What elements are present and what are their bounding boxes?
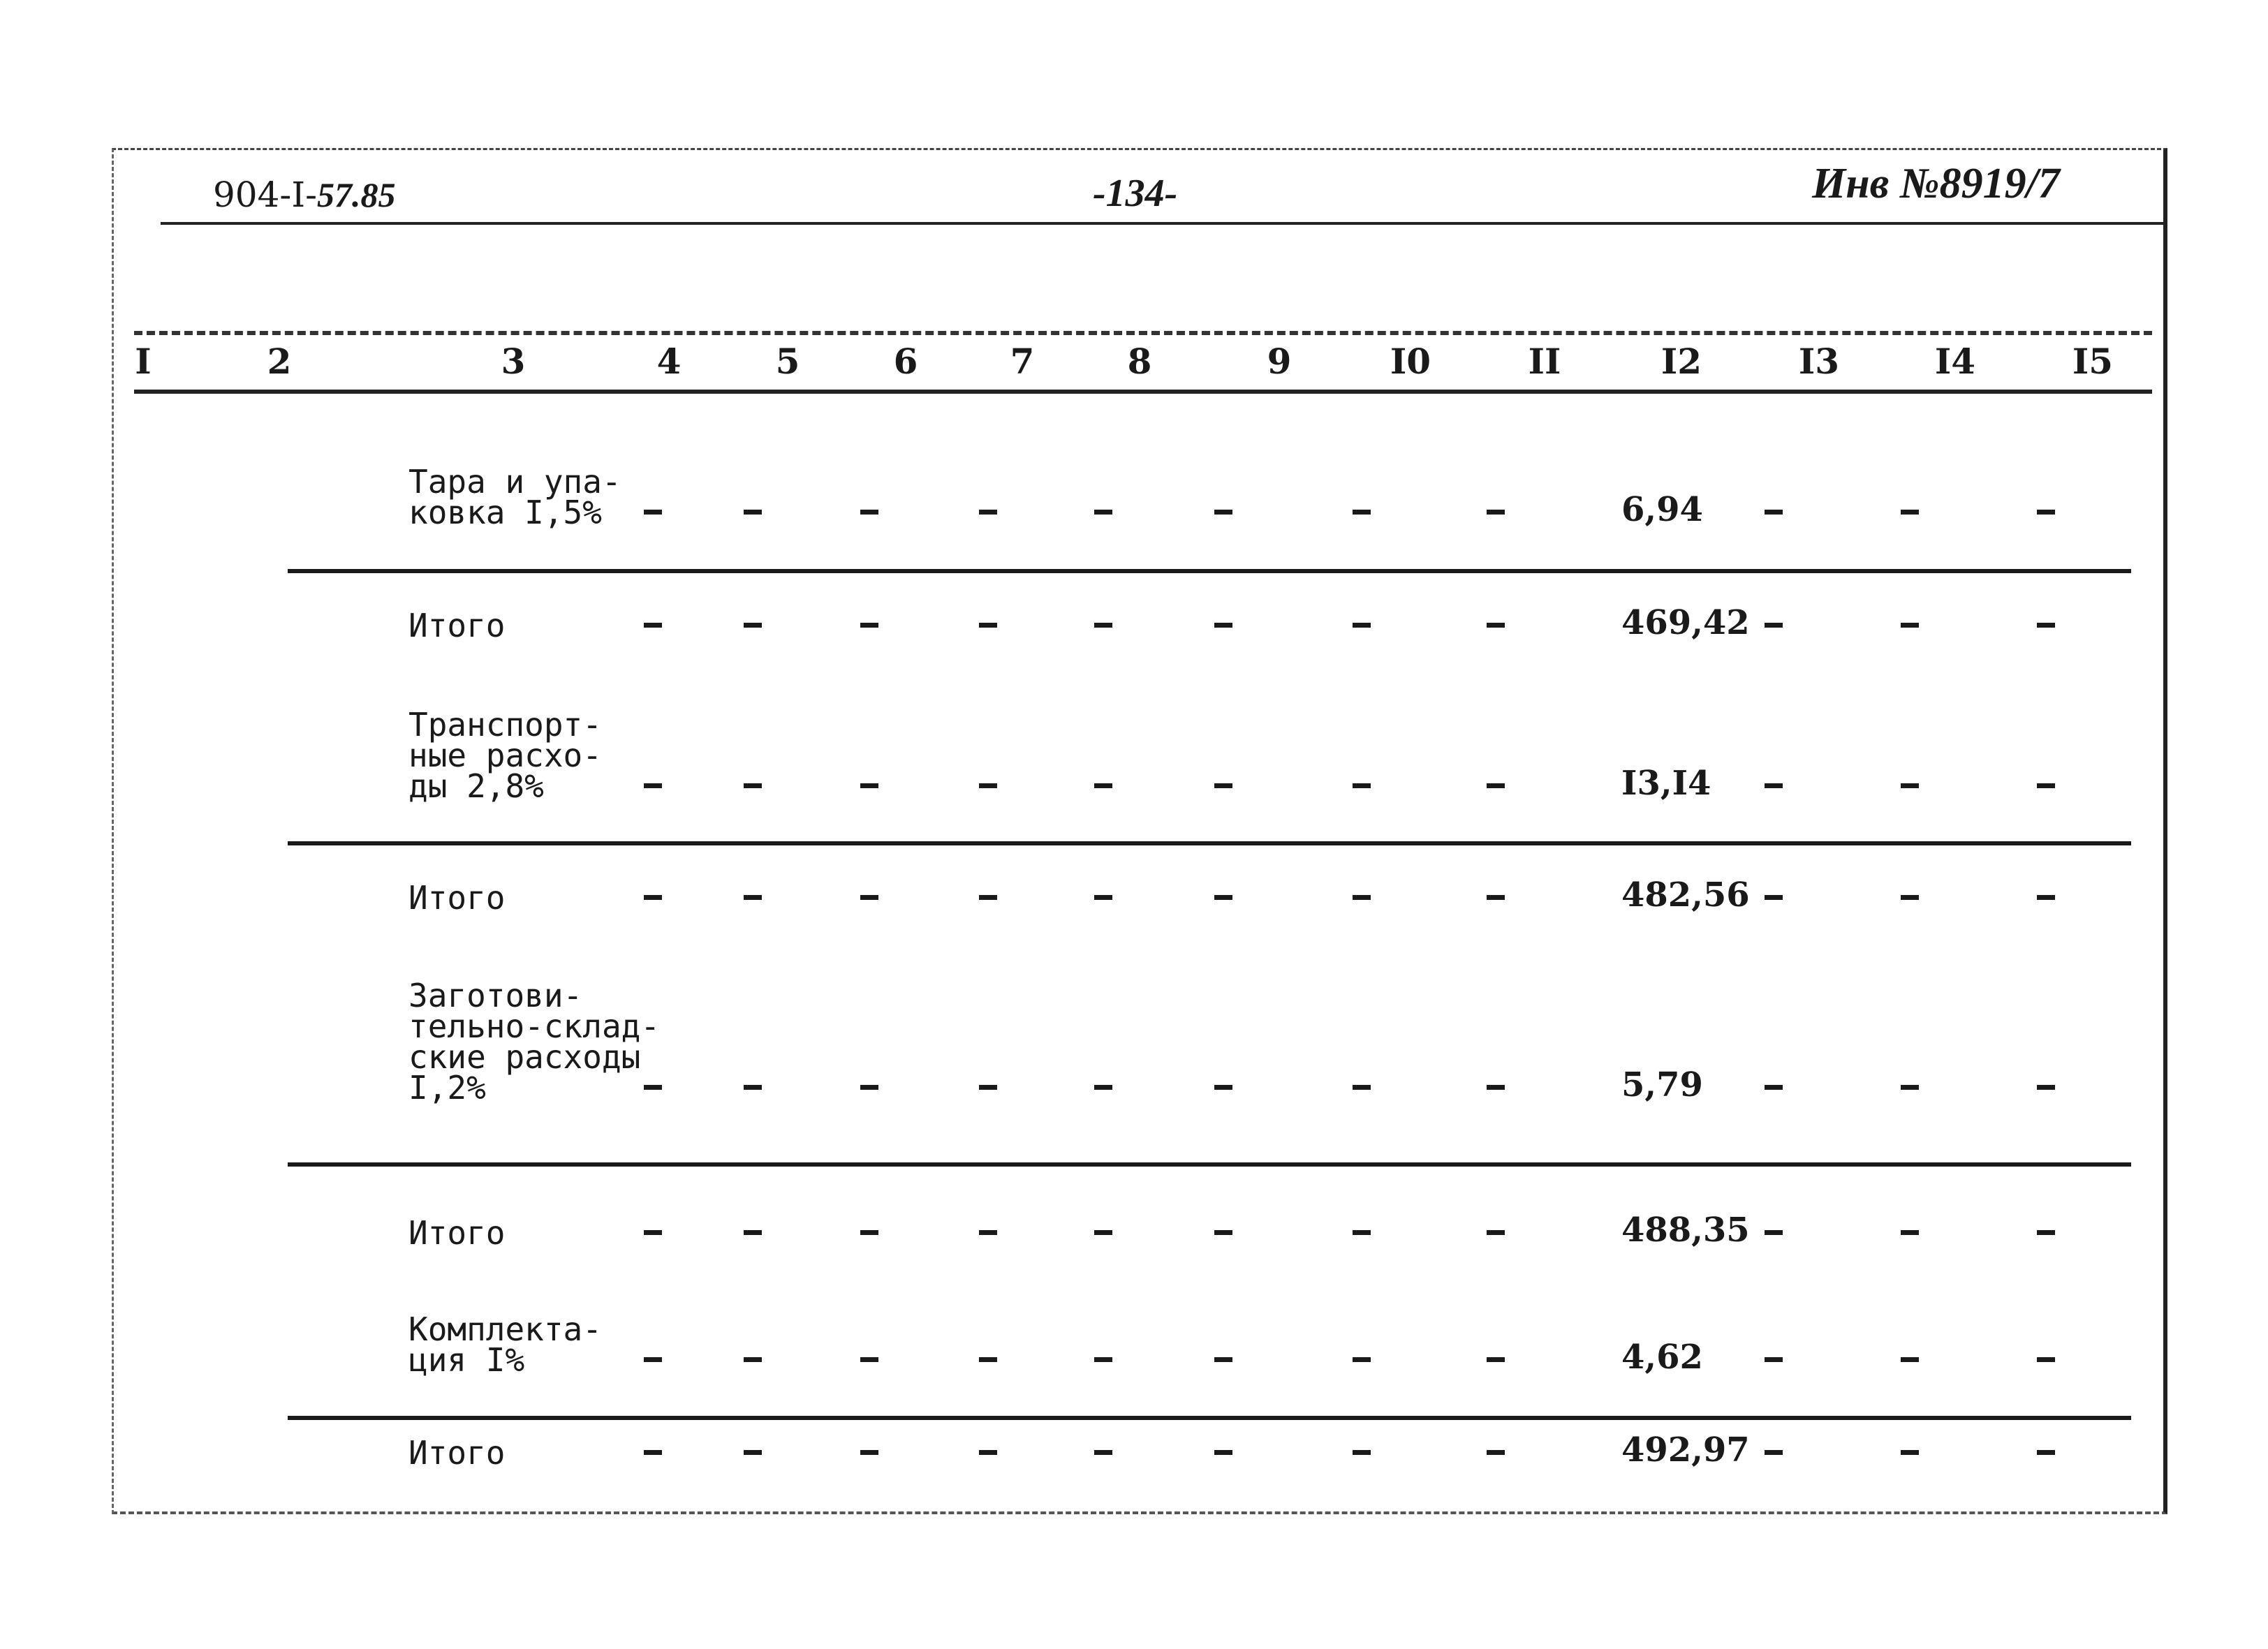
empty-cell-dash: [979, 1357, 997, 1362]
empty-cell-dash: [744, 1085, 762, 1090]
empty-cell-dash: [1487, 1357, 1505, 1362]
empty-cell-dash: [2037, 510, 2055, 515]
empty-cell-dash: [1353, 895, 1371, 900]
empty-cell-dash: [1901, 1230, 1919, 1235]
document-code: [213, 175, 395, 215]
empty-cell-dash: [1765, 510, 1783, 515]
empty-cell-dash: [1487, 1230, 1505, 1235]
column-number-15: I5: [2072, 341, 2114, 382]
empty-cell-dash: [1901, 510, 1919, 515]
row-value-col-12: 5,79: [1621, 1065, 1703, 1104]
empty-cell-dash: [1487, 623, 1505, 628]
empty-cell-dash: [1765, 623, 1783, 628]
row-label: Итого: [408, 1214, 506, 1252]
empty-cell-dash: [1901, 1085, 1919, 1090]
empty-cell-dash: [1214, 783, 1232, 788]
empty-cell-dash: [1901, 1450, 1919, 1455]
empty-cell-dash: [1765, 1230, 1783, 1235]
empty-cell-dash: [860, 1230, 878, 1235]
empty-cell-dash: [1094, 895, 1112, 900]
empty-cell-dash: [860, 510, 878, 515]
empty-cell-dash: [860, 895, 878, 900]
empty-cell-dash: [1765, 783, 1783, 788]
empty-cell-dash: [1214, 1357, 1232, 1362]
empty-cell-dash: [979, 623, 997, 628]
empty-cell-dash: [1353, 783, 1371, 788]
empty-cell-dash: [1094, 1357, 1112, 1362]
empty-cell-dash: [1901, 783, 1919, 788]
empty-cell-dash: [860, 1085, 878, 1090]
empty-cell-dash: [860, 623, 878, 628]
empty-cell-dash: [1094, 783, 1112, 788]
empty-cell-dash: [644, 1230, 662, 1235]
empty-cell-dash: [979, 1230, 997, 1235]
empty-cell-dash: [644, 1450, 662, 1455]
empty-cell-dash: [1353, 1085, 1371, 1090]
empty-cell-dash: [1094, 1085, 1112, 1090]
column-number-1: I: [135, 341, 152, 382]
row-value-col-12: 488,35: [1621, 1211, 1750, 1250]
empty-cell-dash: [2037, 623, 2055, 628]
row-label: Итого: [408, 607, 506, 644]
empty-cell-dash: [1094, 510, 1112, 515]
empty-cell-dash: [744, 1230, 762, 1235]
empty-cell-dash: [2037, 1450, 2055, 1455]
column-number-3: 3: [501, 341, 526, 382]
empty-cell-dash: [860, 783, 878, 788]
empty-cell-dash: [1214, 1085, 1232, 1090]
empty-cell-dash: [1214, 1450, 1232, 1455]
empty-cell-dash: [979, 510, 997, 515]
empty-cell-dash: [644, 623, 662, 628]
column-number-13: I3: [1798, 341, 1840, 382]
row-value-col-12: I3,I4: [1621, 764, 1711, 803]
empty-cell-dash: [1901, 623, 1919, 628]
empty-cell-dash: [1094, 1230, 1112, 1235]
empty-cell-dash: [1353, 1230, 1371, 1235]
empty-cell-dash: [1765, 1357, 1783, 1362]
empty-cell-dash: [1214, 510, 1232, 515]
empty-cell-dash: [1214, 1230, 1232, 1235]
empty-cell-dash: [2037, 895, 2055, 900]
empty-cell-dash: [860, 1450, 878, 1455]
row-separator: [288, 841, 2131, 845]
row-separator: [288, 1162, 2131, 1167]
column-number-4: 4: [656, 341, 682, 382]
empty-cell-dash: [1765, 1450, 1783, 1455]
empty-cell-dash: [644, 1085, 662, 1090]
header-underline: [161, 222, 2163, 225]
empty-cell-dash: [744, 1450, 762, 1455]
empty-cell-dash: [1765, 895, 1783, 900]
column-number-9: 9: [1267, 341, 1292, 382]
empty-cell-dash: [1487, 1085, 1505, 1090]
empty-cell-dash: [1901, 1357, 1919, 1362]
empty-cell-dash: [1353, 510, 1371, 515]
empty-cell-dash: [744, 783, 762, 788]
empty-cell-dash: [1094, 623, 1112, 628]
empty-cell-dash: [2037, 783, 2055, 788]
document-code-handwritten: 57.85: [316, 175, 396, 214]
empty-cell-dash: [979, 895, 997, 900]
row-label: Транспорт- ные расхо- ды 2,8%: [408, 706, 602, 805]
row-separator: [288, 1416, 2131, 1420]
row-label: Комплекта- ция I%: [408, 1310, 602, 1379]
row-separator: [288, 569, 2131, 573]
row-label: Итого: [408, 879, 506, 917]
column-number-6: 6: [893, 341, 918, 382]
empty-cell-dash: [1094, 1450, 1112, 1455]
empty-cell-dash: [2037, 1085, 2055, 1090]
inventory-number: Инв №8919/7: [1812, 160, 2060, 207]
empty-cell-dash: [1214, 623, 1232, 628]
empty-cell-dash: [644, 1357, 662, 1362]
document-code-printed: 904-I-: [213, 175, 317, 215]
column-number-14: I4: [1934, 341, 1976, 382]
empty-cell-dash: [860, 1357, 878, 1362]
page-number: -134-: [1093, 172, 1178, 215]
row-value-col-12: 469,42: [1621, 603, 1750, 642]
row-value-col-12: 6,94: [1621, 490, 1703, 529]
empty-cell-dash: [1214, 895, 1232, 900]
row-label: Заготови- тельно-склад- ские расходы I,2%: [408, 977, 661, 1107]
empty-cell-dash: [1765, 1085, 1783, 1090]
row-value-col-12: 492,97: [1621, 1430, 1750, 1470]
column-number-12: I2: [1660, 341, 1702, 382]
column-number-8: 8: [1127, 341, 1152, 382]
empty-cell-dash: [1487, 895, 1505, 900]
empty-cell-dash: [1353, 1450, 1371, 1455]
empty-cell-dash: [979, 1450, 997, 1455]
empty-cell-dash: [1901, 895, 1919, 900]
empty-cell-dash: [979, 783, 997, 788]
empty-cell-dash: [1487, 510, 1505, 515]
empty-cell-dash: [1353, 1357, 1371, 1362]
column-header-top-rule: [134, 331, 2152, 335]
empty-cell-dash: [644, 895, 662, 900]
empty-cell-dash: [744, 623, 762, 628]
empty-cell-dash: [644, 510, 662, 515]
empty-cell-dash: [744, 1357, 762, 1362]
empty-cell-dash: [979, 1085, 997, 1090]
row-value-col-12: 482,56: [1621, 875, 1750, 915]
empty-cell-dash: [744, 895, 762, 900]
column-number-2: 2: [267, 341, 292, 382]
row-label: Итого: [408, 1434, 506, 1472]
empty-cell-dash: [644, 783, 662, 788]
column-number-10: I0: [1390, 341, 1431, 382]
empty-cell-dash: [1487, 1450, 1505, 1455]
empty-cell-dash: [1353, 623, 1371, 628]
empty-cell-dash: [744, 510, 762, 515]
row-value-col-12: 4,62: [1621, 1338, 1703, 1377]
empty-cell-dash: [2037, 1357, 2055, 1362]
empty-cell-dash: [2037, 1230, 2055, 1235]
empty-cell-dash: [1487, 783, 1505, 788]
column-number-5: 5: [775, 341, 800, 382]
column-number-11: II: [1528, 341, 1561, 382]
column-number-7: 7: [1010, 341, 1035, 382]
column-header-bottom-rule: [134, 390, 2152, 394]
row-label: Тара и упа- ковка I,5%: [408, 463, 621, 531]
